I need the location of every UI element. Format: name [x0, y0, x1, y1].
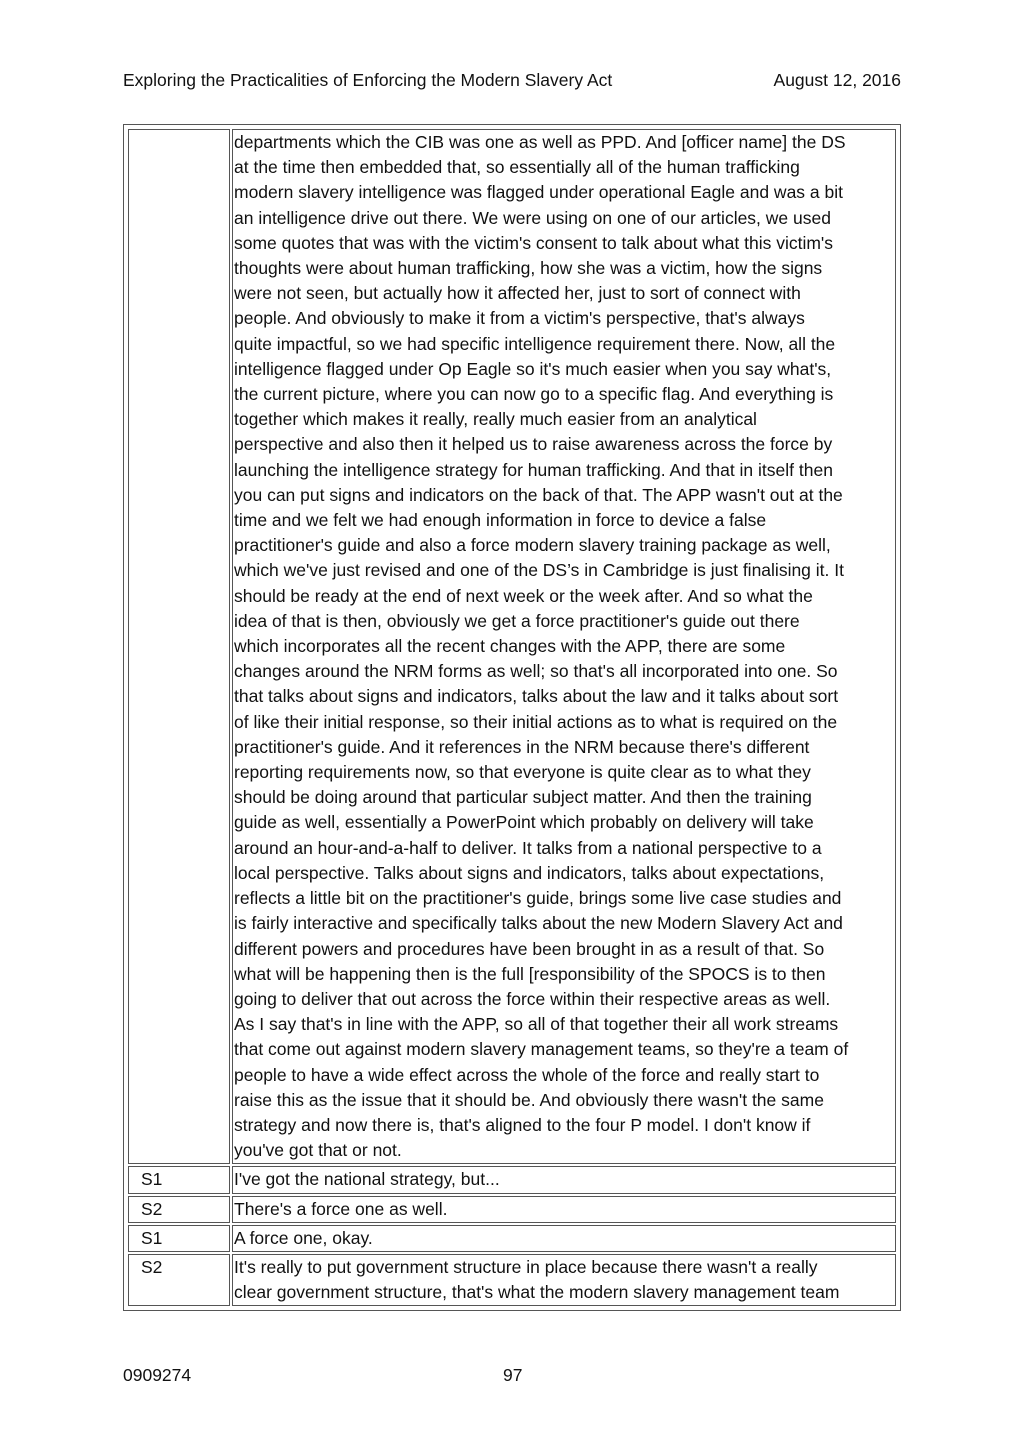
speech-cell: [232, 1254, 896, 1306]
speech-line: that come out against modern slavery management teams, so they're a team of: [234, 1039, 849, 1060]
page-footer: [123, 1365, 901, 1389]
speech-line: which we've just revised and one of the DS’s in Cambridge is just finalising it. It: [234, 560, 844, 581]
document-date: August 12, 2016: [773, 70, 901, 90]
speech-line: changes around the NRM forms as well; so that's all incorporated into one. So: [234, 661, 838, 682]
speech-line: of like their initial response, so their initial actions as to what is required on the: [234, 711, 838, 732]
speech-line: A force one, okay.: [234, 1227, 373, 1248]
speaker-cell: S2: [128, 1196, 230, 1223]
speech-line: should be ready at the end of next week or the week after. And so what the: [234, 585, 813, 606]
speech-cell: [232, 1196, 896, 1223]
speech-line: different powers and procedures have been brought in as a result of that. So: [234, 938, 825, 959]
transcript-row: [128, 1225, 896, 1252]
speech-line: departments which the CIB was one as well as PPD. And [officer name] the DS: [234, 132, 846, 152]
transcript-row: [128, 1166, 896, 1193]
speech-line: guide as well, essentially a PowerPoint which probably on delivery will take: [234, 812, 814, 833]
speech-line: around an hour-and-a-half to deliver. It talks from a national perspective to a: [234, 837, 822, 858]
speech-line: local perspective. Talks about signs and indicators, talks about expectations,: [234, 862, 825, 883]
student-id: 0909274: [123, 1365, 192, 1385]
speech-line: were not seen, but actually how it affected her, just to sort of connect with: [234, 283, 801, 304]
speech-line: launching the intelligence strategy for human trafficking. And that in itself then: [234, 459, 833, 480]
speech-line: the current picture, where you can now go to a specific flag. And everything is: [234, 384, 834, 405]
speech-line: quite impactful, so we had specific intelligence requirement there. Now, all the: [234, 333, 836, 354]
speech-line: intelligence flagged under Op Eagle so it's much easier when you say what's,: [234, 358, 832, 379]
speech-line: time and we felt we had enough information in force to device a false: [234, 510, 767, 531]
speech-cell: [232, 1225, 896, 1252]
speech-line: that talks about signs and indicators, talks about the law and it talks about sort: [234, 686, 839, 707]
speech-line: perspective and also then it helped us to raise awareness across the force by: [234, 434, 833, 455]
speaker-cell: S1: [128, 1166, 230, 1193]
speech-line: strategy and now there is, that's aligned to the four P model. I don't know if: [234, 1114, 811, 1135]
speaker-cell: [128, 129, 230, 1164]
speech-line: is fairly interactive and specifically talks about the new Modern Slavery Act and: [234, 913, 843, 934]
transcript-row: [128, 1196, 896, 1223]
speech-line: raise this as the issue that it should be. And obviously there wasn't the same: [234, 1089, 824, 1110]
speech-line: what will be happening then is the full [responsibility of the SPOCS is to then: [234, 963, 826, 984]
speech-line: you can put signs and indicators on the back of that. The APP wasn't out at the: [234, 484, 843, 505]
speech-line: I've got the national strategy, but...: [234, 1169, 500, 1190]
speech-line: modern slavery intelligence was flagged under operational Eagle and was a bit: [234, 182, 843, 203]
speech-line: idea of that is then, obviously we get a force practitioner's guide out there: [234, 610, 800, 631]
speech-line: reflects a little bit on the practitioner's guide, brings some live case studies and: [234, 888, 842, 909]
page-header: [123, 70, 901, 96]
speech-line: some quotes that was with the victim's consent to talk about what this victim's: [234, 232, 834, 253]
speech-line: which incorporates all the recent changes with the APP, there are some: [234, 636, 786, 657]
speech-line: thoughts were about human trafficking, how she was a victim, how the signs: [234, 258, 823, 279]
speech-line: clear government structure, that's what the modern slavery management team: [234, 1282, 840, 1303]
speech-line: you've got that or not.: [234, 1140, 402, 1161]
speech-line: people. And obviously to make it from a victim's perspective, that's always: [234, 308, 805, 329]
speech-line: It's really to put government structure in place because there wasn't a really: [234, 1256, 818, 1277]
speech-line: practitioner's guide and also a force modern slavery training package as well,: [234, 535, 831, 556]
speech-line: people to have a wide effect across the whole of the force and really start to: [234, 1064, 820, 1085]
speech-line: There's a force one as well.: [234, 1198, 448, 1219]
speech-line: practitioner's guide. And it references in the NRM because there's different: [234, 736, 810, 757]
speech-line: an intelligence drive out there. We were using on one of our articles, we used: [234, 207, 831, 228]
transcript-table: [123, 124, 901, 1311]
speech-cell: [232, 129, 896, 1164]
speech-line: should be doing around that particular subject matter. And then the training: [234, 787, 812, 808]
speech-line: going to deliver that out across the force within their respective areas as well.: [234, 988, 831, 1009]
speaker-cell: S2: [128, 1254, 230, 1306]
speech-line: at the time then embedded that, so essentially all of the human trafficking: [234, 157, 800, 178]
transcript-row: [128, 1254, 896, 1306]
document-title: Exploring the Practicalities of Enforcing the Modern Slavery Act: [123, 70, 613, 90]
transcript-row: [128, 129, 896, 1164]
speech-cell: [232, 1166, 896, 1193]
transcript-body: [128, 129, 896, 1306]
page-number: 97: [503, 1365, 523, 1385]
speech-line: together which makes it really, really much easier from an analytical: [234, 409, 757, 430]
speech-line: As I say that's in line with the APP, so all of that together their all work streams: [234, 1014, 839, 1035]
speech-line: reporting requirements now, so that everyone is quite clear as to what they: [234, 762, 811, 783]
speaker-cell: S1: [128, 1225, 230, 1252]
